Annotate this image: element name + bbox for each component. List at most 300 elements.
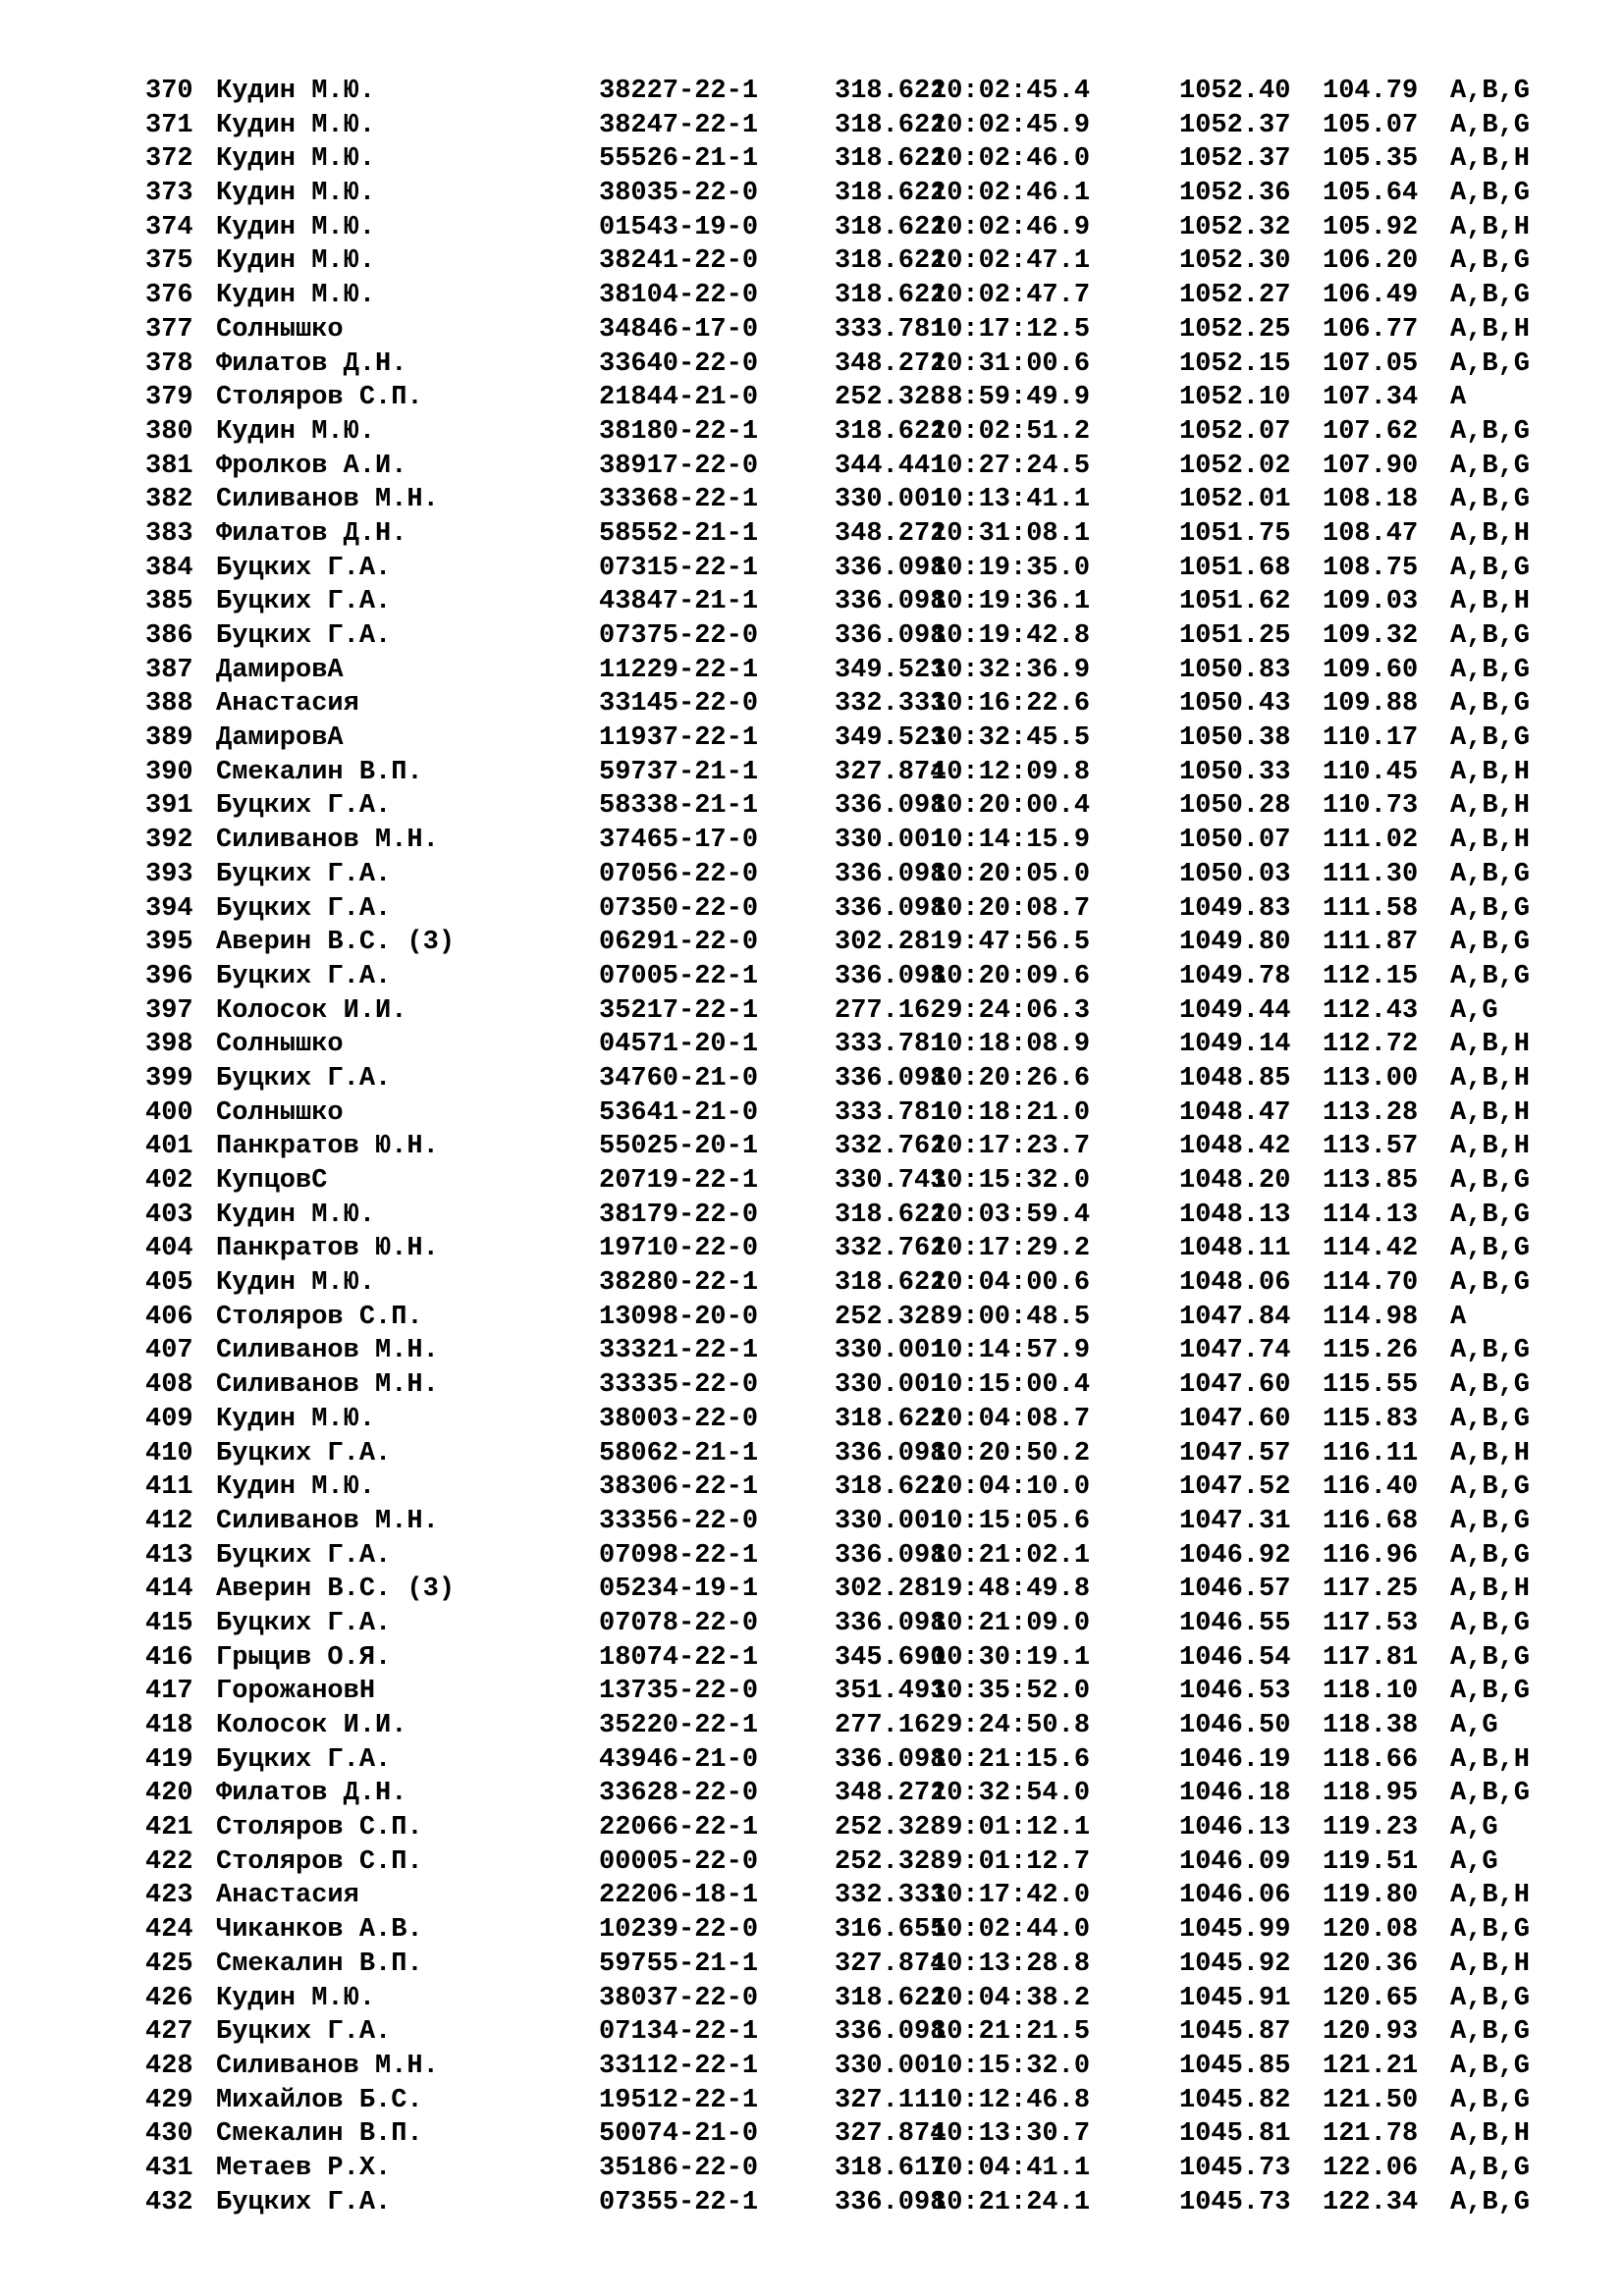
ring-number-cell: 33321-22-1: [599, 1336, 759, 1366]
place-cell: 427: [145, 2017, 193, 2048]
ring-number-cell: 10239-22-0: [599, 1915, 759, 1946]
ring-number-cell: 11229-22-1: [599, 655, 759, 685]
ring-number-cell: 58552-21-1: [599, 518, 759, 549]
arrival-time-cell: 10:13:41.1: [931, 485, 1091, 515]
place-cell: 370: [145, 77, 193, 106]
arrival-time-cell: 9:01:12.1: [931, 1813, 1091, 1843]
place-cell: 393: [145, 859, 193, 889]
coefficient-cell: 111.58: [1323, 893, 1419, 924]
place-cell: 400: [145, 1097, 193, 1128]
distance-cell: 330.001: [835, 1336, 947, 1366]
distance-cell: 349.523: [835, 655, 947, 685]
speed-cell: 1046.50: [1179, 1711, 1291, 1740]
ring-number-cell: 00005-22-0: [599, 1846, 759, 1877]
coefficient-cell: 115.83: [1323, 1404, 1419, 1434]
fancier-name-cell: Кудин М.Ю.: [216, 77, 376, 106]
coefficient-cell: 105.92: [1323, 212, 1419, 242]
ring-number-cell: 18074-22-1: [599, 1642, 759, 1673]
speed-cell: 1050.83: [1179, 655, 1291, 685]
distance-cell: 318.622: [835, 246, 947, 277]
ring-number-cell: 38104-22-0: [599, 281, 759, 311]
ring-number-cell: 19512-22-1: [599, 2085, 759, 2115]
groups-cell: A,G: [1450, 995, 1498, 1026]
ring-number-cell: 07375-22-0: [599, 621, 759, 651]
groups-cell: A,B,G: [1450, 1200, 1531, 1230]
groups-cell: A,B,H: [1450, 518, 1531, 549]
ring-number-cell: 38180-22-1: [599, 416, 759, 447]
speed-cell: 1052.30: [1179, 246, 1291, 277]
arrival-time-cell: 10:02:46.9: [931, 212, 1091, 242]
distance-cell: 330.001: [835, 1506, 947, 1536]
place-cell: 409: [145, 1404, 193, 1434]
groups-cell: A,B,G: [1450, 281, 1531, 311]
arrival-time-cell: 10:14:15.9: [931, 826, 1091, 856]
coefficient-cell: 108.47: [1323, 518, 1419, 549]
speed-cell: 1050.03: [1179, 859, 1291, 889]
place-cell: 429: [145, 2085, 193, 2115]
fancier-name-cell: Смекалин В.П.: [216, 757, 423, 787]
arrival-time-cell: 10:15:05.6: [931, 1506, 1091, 1536]
speed-cell: 1045.81: [1179, 2119, 1291, 2150]
distance-cell: 318.622: [835, 1268, 947, 1299]
coefficient-cell: 107.05: [1323, 348, 1419, 379]
ring-number-cell: 13098-20-0: [599, 1302, 759, 1332]
arrival-time-cell: 10:04:10.0: [931, 1472, 1091, 1503]
fancier-name-cell: Кудин М.Ю.: [216, 144, 376, 175]
fancier-name-cell: Силиванов М.Н.: [216, 826, 439, 856]
speed-cell: 1046.55: [1179, 1608, 1291, 1638]
fancier-name-cell: Кудин М.Ю.: [216, 179, 376, 209]
coefficient-cell: 119.23: [1323, 1813, 1419, 1843]
speed-cell: 1052.02: [1179, 451, 1291, 481]
arrival-time-cell: 9:00:48.5: [931, 1302, 1091, 1332]
speed-cell: 1052.10: [1179, 383, 1291, 413]
arrival-time-cell: 10:31:08.1: [931, 518, 1091, 549]
distance-cell: 333.781: [835, 314, 947, 345]
distance-cell: 336.098: [835, 621, 947, 651]
coefficient-cell: 121.78: [1323, 2119, 1419, 2150]
place-cell: 377: [145, 314, 193, 345]
ring-number-cell: 58338-21-1: [599, 791, 759, 822]
arrival-time-cell: 9:24:50.8: [931, 1711, 1091, 1740]
fancier-name-cell: Панкратов Ю.Н.: [216, 1132, 439, 1162]
place-cell: 413: [145, 1540, 193, 1571]
coefficient-cell: 107.62: [1323, 416, 1419, 447]
speed-cell: 1047.52: [1179, 1472, 1291, 1503]
fancier-name-cell: Панкратов Ю.Н.: [216, 1234, 439, 1264]
ring-number-cell: 53641-21-0: [599, 1097, 759, 1128]
speed-cell: 1045.73: [1179, 2187, 1291, 2217]
coefficient-cell: 116.40: [1323, 1472, 1419, 1503]
place-cell: 418: [145, 1711, 193, 1740]
place-cell: 399: [145, 1063, 193, 1094]
groups-cell: A,B,G: [1450, 2051, 1531, 2081]
groups-cell: A,B,G: [1450, 1506, 1531, 1536]
coefficient-cell: 111.87: [1323, 928, 1419, 958]
coefficient-cell: 122.06: [1323, 2153, 1419, 2183]
place-cell: 401: [145, 1132, 193, 1162]
ring-number-cell: 21844-21-0: [599, 383, 759, 413]
place-cell: 390: [145, 757, 193, 787]
distance-cell: 330.743: [835, 1166, 947, 1196]
fancier-name-cell: Кудин М.Ю.: [216, 246, 376, 277]
ring-number-cell: 01543-19-0: [599, 212, 759, 242]
place-cell: 424: [145, 1915, 193, 1946]
place-cell: 375: [145, 246, 193, 277]
ring-number-cell: 38227-22-1: [599, 77, 759, 106]
groups-cell: A,B,G: [1450, 1915, 1531, 1946]
fancier-name-cell: Кудин М.Ю.: [216, 1200, 376, 1230]
groups-cell: A,B,G: [1450, 1166, 1531, 1196]
groups-cell: A,B,G: [1450, 2153, 1531, 2183]
fancier-name-cell: Кудин М.Ю.: [216, 1404, 376, 1434]
place-cell: 417: [145, 1677, 193, 1707]
distance-cell: 336.098: [835, 859, 947, 889]
fancier-name-cell: Филатов Д.Н.: [216, 1779, 407, 1809]
coefficient-cell: 120.08: [1323, 1915, 1419, 1946]
coefficient-cell: 104.79: [1323, 77, 1419, 106]
groups-cell: A: [1450, 1302, 1467, 1332]
arrival-time-cell: 10:17:23.7: [931, 1132, 1091, 1162]
speed-cell: 1046.09: [1179, 1846, 1291, 1877]
speed-cell: 1051.62: [1179, 587, 1291, 617]
coefficient-cell: 114.70: [1323, 1268, 1419, 1299]
coefficient-cell: 118.10: [1323, 1677, 1419, 1707]
place-cell: 384: [145, 553, 193, 583]
groups-cell: A,B,H: [1450, 1881, 1531, 1911]
groups-cell: A,B,G: [1450, 1677, 1531, 1707]
distance-cell: 348.272: [835, 1779, 947, 1809]
groups-cell: A,B,G: [1450, 1234, 1531, 1264]
coefficient-cell: 109.88: [1323, 689, 1419, 720]
arrival-time-cell: 10:02:45.9: [931, 110, 1091, 140]
speed-cell: 1047.60: [1179, 1370, 1291, 1401]
arrival-time-cell: 10:13:30.7: [931, 2119, 1091, 2150]
fancier-name-cell: Столяров С.П.: [216, 1813, 423, 1843]
place-cell: 405: [145, 1268, 193, 1299]
speed-cell: 1045.82: [1179, 2085, 1291, 2115]
distance-cell: 330.001: [835, 485, 947, 515]
distance-cell: 252.328: [835, 383, 947, 413]
fancier-name-cell: Метаев Р.Х.: [216, 2153, 392, 2183]
ring-number-cell: 35186-22-0: [599, 2153, 759, 2183]
ring-number-cell: 33112-22-1: [599, 2051, 759, 2081]
ring-number-cell: 58062-21-1: [599, 1438, 759, 1468]
coefficient-cell: 105.35: [1323, 144, 1419, 175]
fancier-name-cell: ДамировА: [216, 655, 344, 685]
place-cell: 379: [145, 383, 193, 413]
ring-number-cell: 04571-20-1: [599, 1030, 759, 1060]
fancier-name-cell: Столяров С.П.: [216, 1846, 423, 1877]
coefficient-cell: 110.17: [1323, 723, 1419, 754]
place-cell: 395: [145, 928, 193, 958]
ring-number-cell: 06291-22-0: [599, 928, 759, 958]
distance-cell: 332.333: [835, 689, 947, 720]
distance-cell: 351.493: [835, 1677, 947, 1707]
speed-cell: 1049.14: [1179, 1030, 1291, 1060]
coefficient-cell: 118.38: [1323, 1711, 1419, 1740]
groups-cell: A,B,H: [1450, 791, 1531, 822]
coefficient-cell: 110.45: [1323, 757, 1419, 787]
distance-cell: 336.098: [835, 1438, 947, 1468]
place-cell: 414: [145, 1575, 193, 1605]
ring-number-cell: 59737-21-1: [599, 757, 759, 787]
fancier-name-cell: Кудин М.Ю.: [216, 1268, 376, 1299]
speed-cell: 1052.25: [1179, 314, 1291, 345]
place-cell: 380: [145, 416, 193, 447]
arrival-time-cell: 10:19:35.0: [931, 553, 1091, 583]
place-cell: 374: [145, 212, 193, 242]
fancier-name-cell: Солнышко: [216, 1097, 344, 1128]
arrival-time-cell: 10:02:47.7: [931, 281, 1091, 311]
place-cell: 422: [145, 1846, 193, 1877]
coefficient-cell: 106.49: [1323, 281, 1419, 311]
arrival-time-cell: 10:15:00.4: [931, 1370, 1091, 1401]
groups-cell: A,B,G: [1450, 689, 1531, 720]
place-cell: 387: [145, 655, 193, 685]
speed-cell: 1047.84: [1179, 1302, 1291, 1332]
groups-cell: A,B,H: [1450, 314, 1531, 345]
arrival-time-cell: 10:35:52.0: [931, 1677, 1091, 1707]
distance-cell: 336.098: [835, 2017, 947, 2048]
fancier-name-cell: ДамировА: [216, 723, 344, 754]
fancier-name-cell: Филатов Д.Н.: [216, 518, 407, 549]
distance-cell: 318.622: [835, 1200, 947, 1230]
fancier-name-cell: Буцких Г.А.: [216, 859, 392, 889]
coefficient-cell: 115.26: [1323, 1336, 1419, 1366]
arrival-time-cell: 10:17:42.0: [931, 1881, 1091, 1911]
ring-number-cell: 43946-21-0: [599, 1744, 759, 1775]
distance-cell: 336.098: [835, 587, 947, 617]
fancier-name-cell: Грыцив О.Я.: [216, 1642, 392, 1673]
fancier-name-cell: Буцких Г.А.: [216, 1540, 392, 1571]
fancier-name-cell: Силиванов М.Н.: [216, 1506, 439, 1536]
ring-number-cell: 07134-22-1: [599, 2017, 759, 2048]
groups-cell: A,B,G: [1450, 246, 1531, 277]
arrival-time-cell: 10:15:32.0: [931, 2051, 1091, 2081]
coefficient-cell: 117.53: [1323, 1608, 1419, 1638]
coefficient-cell: 116.96: [1323, 1540, 1419, 1571]
ring-number-cell: 38247-22-1: [599, 110, 759, 140]
arrival-time-cell: 8:59:49.9: [931, 383, 1091, 413]
distance-cell: 330.001: [835, 1370, 947, 1401]
groups-cell: A,B,G: [1450, 859, 1531, 889]
arrival-time-cell: 10:02:45.4: [931, 77, 1091, 106]
groups-cell: A,B,H: [1450, 1132, 1531, 1162]
coefficient-cell: 106.20: [1323, 246, 1419, 277]
groups-cell: A,B,G: [1450, 961, 1531, 991]
ring-number-cell: 43847-21-1: [599, 587, 759, 617]
ring-number-cell: 07056-22-0: [599, 859, 759, 889]
place-cell: 396: [145, 961, 193, 991]
place-cell: 386: [145, 621, 193, 651]
distance-cell: 318.622: [835, 1404, 947, 1434]
groups-cell: A,B,G: [1450, 723, 1531, 754]
groups-cell: A,B,G: [1450, 1336, 1531, 1366]
groups-cell: A,B,H: [1450, 1030, 1531, 1060]
coefficient-cell: 116.68: [1323, 1506, 1419, 1536]
place-cell: 371: [145, 110, 193, 140]
groups-cell: A,B,G: [1450, 1779, 1531, 1809]
speed-cell: 1046.53: [1179, 1677, 1291, 1707]
speed-cell: 1047.60: [1179, 1404, 1291, 1434]
distance-cell: 336.098: [835, 1063, 947, 1094]
coefficient-cell: 112.15: [1323, 961, 1419, 991]
speed-cell: 1049.80: [1179, 928, 1291, 958]
groups-cell: A,B,H: [1450, 144, 1531, 175]
place-cell: 423: [145, 1881, 193, 1911]
distance-cell: 349.523: [835, 723, 947, 754]
ring-number-cell: 33368-22-1: [599, 485, 759, 515]
distance-cell: 348.272: [835, 518, 947, 549]
distance-cell: 252.328: [835, 1846, 947, 1877]
distance-cell: 336.098: [835, 2187, 947, 2217]
coefficient-cell: 111.30: [1323, 859, 1419, 889]
ring-number-cell: 34760-21-0: [599, 1063, 759, 1094]
fancier-name-cell: Буцких Г.А.: [216, 621, 392, 651]
groups-cell: A,B,G: [1450, 485, 1531, 515]
coefficient-cell: 117.25: [1323, 1575, 1419, 1605]
coefficient-cell: 108.18: [1323, 485, 1419, 515]
place-cell: 416: [145, 1642, 193, 1673]
place-cell: 415: [145, 1608, 193, 1638]
fancier-name-cell: Кудин М.Ю.: [216, 212, 376, 242]
distance-cell: 318.622: [835, 110, 947, 140]
groups-cell: A,B,H: [1450, 2119, 1531, 2150]
ring-number-cell: 07005-22-1: [599, 961, 759, 991]
fancier-name-cell: Колосок И.И.: [216, 995, 407, 1026]
speed-cell: 1051.25: [1179, 621, 1291, 651]
arrival-time-cell: 10:32:45.5: [931, 723, 1091, 754]
arrival-time-cell: 10:19:36.1: [931, 587, 1091, 617]
speed-cell: 1049.78: [1179, 961, 1291, 991]
speed-cell: 1048.20: [1179, 1166, 1291, 1196]
speed-cell: 1052.36: [1179, 179, 1291, 209]
distance-cell: 277.162: [835, 995, 947, 1026]
distance-cell: 302.281: [835, 1575, 947, 1605]
fancier-name-cell: ГорожановН: [216, 1677, 376, 1707]
arrival-time-cell: 9:24:06.3: [931, 995, 1091, 1026]
fancier-name-cell: Аверин В.С. (3): [216, 928, 456, 958]
fancier-name-cell: Фролков А.И.: [216, 451, 407, 481]
arrival-time-cell: 10:12:09.8: [931, 757, 1091, 787]
fancier-name-cell: Буцких Г.А.: [216, 961, 392, 991]
groups-cell: A,B,G: [1450, 451, 1531, 481]
speed-cell: 1047.57: [1179, 1438, 1291, 1468]
arrival-time-cell: 10:18:08.9: [931, 1030, 1091, 1060]
place-cell: 376: [145, 281, 193, 311]
groups-cell: A,B,G: [1450, 348, 1531, 379]
arrival-time-cell: 10:19:42.8: [931, 621, 1091, 651]
coefficient-cell: 120.36: [1323, 1949, 1419, 1979]
arrival-time-cell: 10:32:54.0: [931, 1779, 1091, 1809]
distance-cell: 318.622: [835, 1983, 947, 2013]
place-cell: 421: [145, 1813, 193, 1843]
groups-cell: A,B,G: [1450, 1540, 1531, 1571]
speed-cell: 1052.32: [1179, 212, 1291, 242]
ring-number-cell: 05234-19-1: [599, 1575, 759, 1605]
place-cell: 389: [145, 723, 193, 754]
arrival-time-cell: 10:02:44.0: [931, 1915, 1091, 1946]
speed-cell: 1051.68: [1179, 553, 1291, 583]
place-cell: 394: [145, 893, 193, 924]
place-cell: 428: [145, 2051, 193, 2081]
groups-cell: A,B,G: [1450, 1472, 1531, 1503]
groups-cell: A,B,G: [1450, 1608, 1531, 1638]
groups-cell: A,B,H: [1450, 1949, 1531, 1979]
ring-number-cell: 19710-22-0: [599, 1234, 759, 1264]
fancier-name-cell: Буцких Г.А.: [216, 587, 392, 617]
groups-cell: A,B,H: [1450, 212, 1531, 242]
speed-cell: 1050.33: [1179, 757, 1291, 787]
distance-cell: 348.272: [835, 348, 947, 379]
coefficient-cell: 109.60: [1323, 655, 1419, 685]
ring-number-cell: 22066-22-1: [599, 1813, 759, 1843]
place-cell: 426: [145, 1983, 193, 2013]
place-cell: 410: [145, 1438, 193, 1468]
arrival-time-cell: 10:02:46.0: [931, 144, 1091, 175]
speed-cell: 1046.54: [1179, 1642, 1291, 1673]
ring-number-cell: 38241-22-0: [599, 246, 759, 277]
arrival-time-cell: 10:13:28.8: [931, 1949, 1091, 1979]
ring-number-cell: 38280-22-1: [599, 1268, 759, 1299]
ring-number-cell: 50074-21-0: [599, 2119, 759, 2150]
arrival-time-cell: 10:20:09.6: [931, 961, 1091, 991]
speed-cell: 1050.38: [1179, 723, 1291, 754]
speed-cell: 1051.75: [1179, 518, 1291, 549]
place-cell: 406: [145, 1302, 193, 1332]
arrival-time-cell: 10:32:36.9: [931, 655, 1091, 685]
speed-cell: 1052.37: [1179, 110, 1291, 140]
ring-number-cell: 55025-20-1: [599, 1132, 759, 1162]
arrival-time-cell: 9:48:49.8: [931, 1575, 1091, 1605]
groups-cell: A,B,G: [1450, 1404, 1531, 1434]
ring-number-cell: 38917-22-0: [599, 451, 759, 481]
arrival-time-cell: 10:20:05.0: [931, 859, 1091, 889]
speed-cell: 1046.92: [1179, 1540, 1291, 1571]
place-cell: 388: [145, 689, 193, 720]
ring-number-cell: 20719-22-1: [599, 1166, 759, 1196]
fancier-name-cell: Солнышко: [216, 314, 344, 345]
groups-cell: A,B,G: [1450, 621, 1531, 651]
ring-number-cell: 33145-22-0: [599, 689, 759, 720]
ring-number-cell: 38037-22-0: [599, 1983, 759, 2013]
arrival-time-cell: 10:18:21.0: [931, 1097, 1091, 1128]
coefficient-cell: 112.72: [1323, 1030, 1419, 1060]
speed-cell: 1050.43: [1179, 689, 1291, 720]
groups-cell: A,B,G: [1450, 77, 1531, 106]
ring-number-cell: 33628-22-0: [599, 1779, 759, 1809]
distance-cell: 336.098: [835, 1608, 947, 1638]
arrival-time-cell: 10:20:08.7: [931, 893, 1091, 924]
distance-cell: 330.001: [835, 826, 947, 856]
fancier-name-cell: Буцких Г.А.: [216, 791, 392, 822]
coefficient-cell: 120.65: [1323, 1983, 1419, 2013]
speed-cell: 1048.85: [1179, 1063, 1291, 1094]
place-cell: 385: [145, 587, 193, 617]
distance-cell: 330.001: [835, 2051, 947, 2081]
fancier-name-cell: Буцких Г.А.: [216, 553, 392, 583]
coefficient-cell: 106.77: [1323, 314, 1419, 345]
speed-cell: 1045.91: [1179, 1983, 1291, 2013]
arrival-time-cell: 10:04:38.2: [931, 1983, 1091, 2013]
coefficient-cell: 114.98: [1323, 1302, 1419, 1332]
coefficient-cell: 109.03: [1323, 587, 1419, 617]
distance-cell: 318.622: [835, 179, 947, 209]
distance-cell: 316.655: [835, 1915, 947, 1946]
arrival-time-cell: 10:30:19.1: [931, 1642, 1091, 1673]
ring-number-cell: 07078-22-0: [599, 1608, 759, 1638]
